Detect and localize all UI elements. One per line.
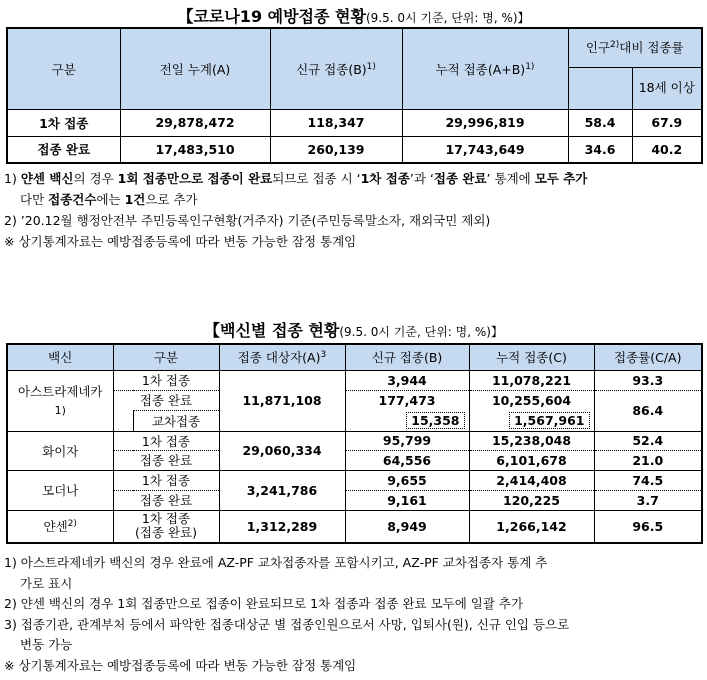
table-row: 접종 완료 177,473 10,255,604 86.4 — [7, 390, 702, 410]
note-1: 1) 얀센 백신의 경우 1회 접종만으로 접종이 완료되므로 접종 시 ‘1차 접종’과 ‘접종 완료’ 통계에 모두 추가 — [4, 171, 588, 186]
table2-title-main: 【백신별 접종 현황 — [204, 321, 340, 340]
header-18plus: 18세 이상 — [632, 67, 702, 109]
header-vaccine: 백신 — [7, 344, 113, 370]
header-cumulative: 누적 접종(C) — [469, 344, 594, 370]
table-row: 얀센$^{2)}$ 1차 접종 (접종 완료) 1,312,289 8,949 1,266,142 96.5 — [7, 510, 702, 543]
note-3: ※ 상기통계자료는 예방접종등록에 따라 변동 가능한 잠정 통계임 — [4, 234, 357, 249]
vaccination-status-table — [6, 27, 703, 164]
header-new: 신규 접종(B) — [345, 344, 469, 370]
note-1-cont: 가로 표시 — [20, 575, 73, 591]
header-prev-total: 전일 누계(A) — [120, 28, 270, 109]
table-row: 접종 완료 64,556 6,101,678 21.0 — [7, 450, 702, 470]
table-row: 접종 완료 17,483,510 260,139 17,743,649 34.6 40.2 — [7, 136, 702, 163]
table-row: 교차접종 15,358 1,567,961 — [7, 410, 702, 431]
vaccine-astrazeneca: 아스트라제네카 1) — [7, 370, 113, 431]
vaccine-breakdown-table — [6, 343, 703, 544]
table1-title-sub: (9.5. 0시 기준, 단위: 명, %)】 — [365, 11, 530, 25]
note-2: 2) ’20.12월 행정안전부 주민등록인구현황(거주자) 기준(주민등록말소자, 재외국민 제외) — [4, 213, 491, 228]
header-population-rate: 인구$^{2)}$대비 접종률 — [568, 28, 702, 67]
note-4: ※ 상기통계자료는 예방접종등록에 따라 변동 가능한 잠정 통계임 — [4, 657, 357, 673]
table1-notes — [4, 168, 704, 252]
table2-notes — [4, 553, 704, 676]
table-row: 모더나 1차 접종 3,241,786 9,655 2,414,408 74.5 — [7, 470, 702, 490]
note-1: 1) 아스트라제네카 백신의 경우 완료에 AZ-PF 교차접종자를 포함시키고, AZ-PF 교차접종자 통계 추 — [4, 555, 548, 570]
table-row: 접종 완료 9,161 120,225 3.7 — [7, 490, 702, 510]
vaccine-moderna: 모더나 — [7, 470, 113, 510]
note-3: 3) 접종기관, 관계부처 등에서 파악한 접종대상군 별 접종인원으로서 사망, 입퇴사(원), 신규 인입 등으로 — [4, 616, 570, 632]
note-1-cont: 다만 접종건수에는 1건으로 추가 — [20, 192, 198, 207]
vaccine-pfizer: 화이자 — [7, 431, 113, 470]
table1-title-main: 【코로나19 예방접종 현황 — [177, 7, 366, 26]
table1-title — [0, 4, 707, 27]
table-row: 아스트라제네카 1) 1차 접종 11,871,108 3,944 11,078,221 93.3 — [7, 370, 702, 390]
header-rate: 접종률(C/A) — [594, 344, 702, 370]
table2-title-sub: (9.5. 0시 기준, 단위: 명, %)】 — [339, 325, 503, 339]
header-new: 신규 접종$(B)^{1)}$ — [270, 28, 402, 109]
table-row: 1차 접종 29,878,472 118,347 29,996,819 58.4 67.9 — [7, 109, 702, 136]
header-category: 구분 — [7, 28, 120, 109]
note-2: 2) 얀센 백신의 경우 1회 접종만으로 접종이 완료되므로 1차 접종과 접종 완료 모두에 일괄 추가 — [4, 596, 524, 611]
header-cumulative: 누적 접종$(A+B)^{1)}$ — [402, 28, 568, 109]
vaccine-janssen: 얀센$^{2)}$ — [7, 510, 113, 543]
note-3-cont: 변동 가능 — [20, 637, 73, 652]
header-target: 접종 대상자$(A)^3$ — [219, 344, 345, 370]
table-row: 화이자 1차 접종 29,060,334 95,799 15,238,048 52.4 — [7, 431, 702, 450]
header-category: 구분 — [113, 344, 219, 370]
table2-title — [0, 318, 707, 341]
